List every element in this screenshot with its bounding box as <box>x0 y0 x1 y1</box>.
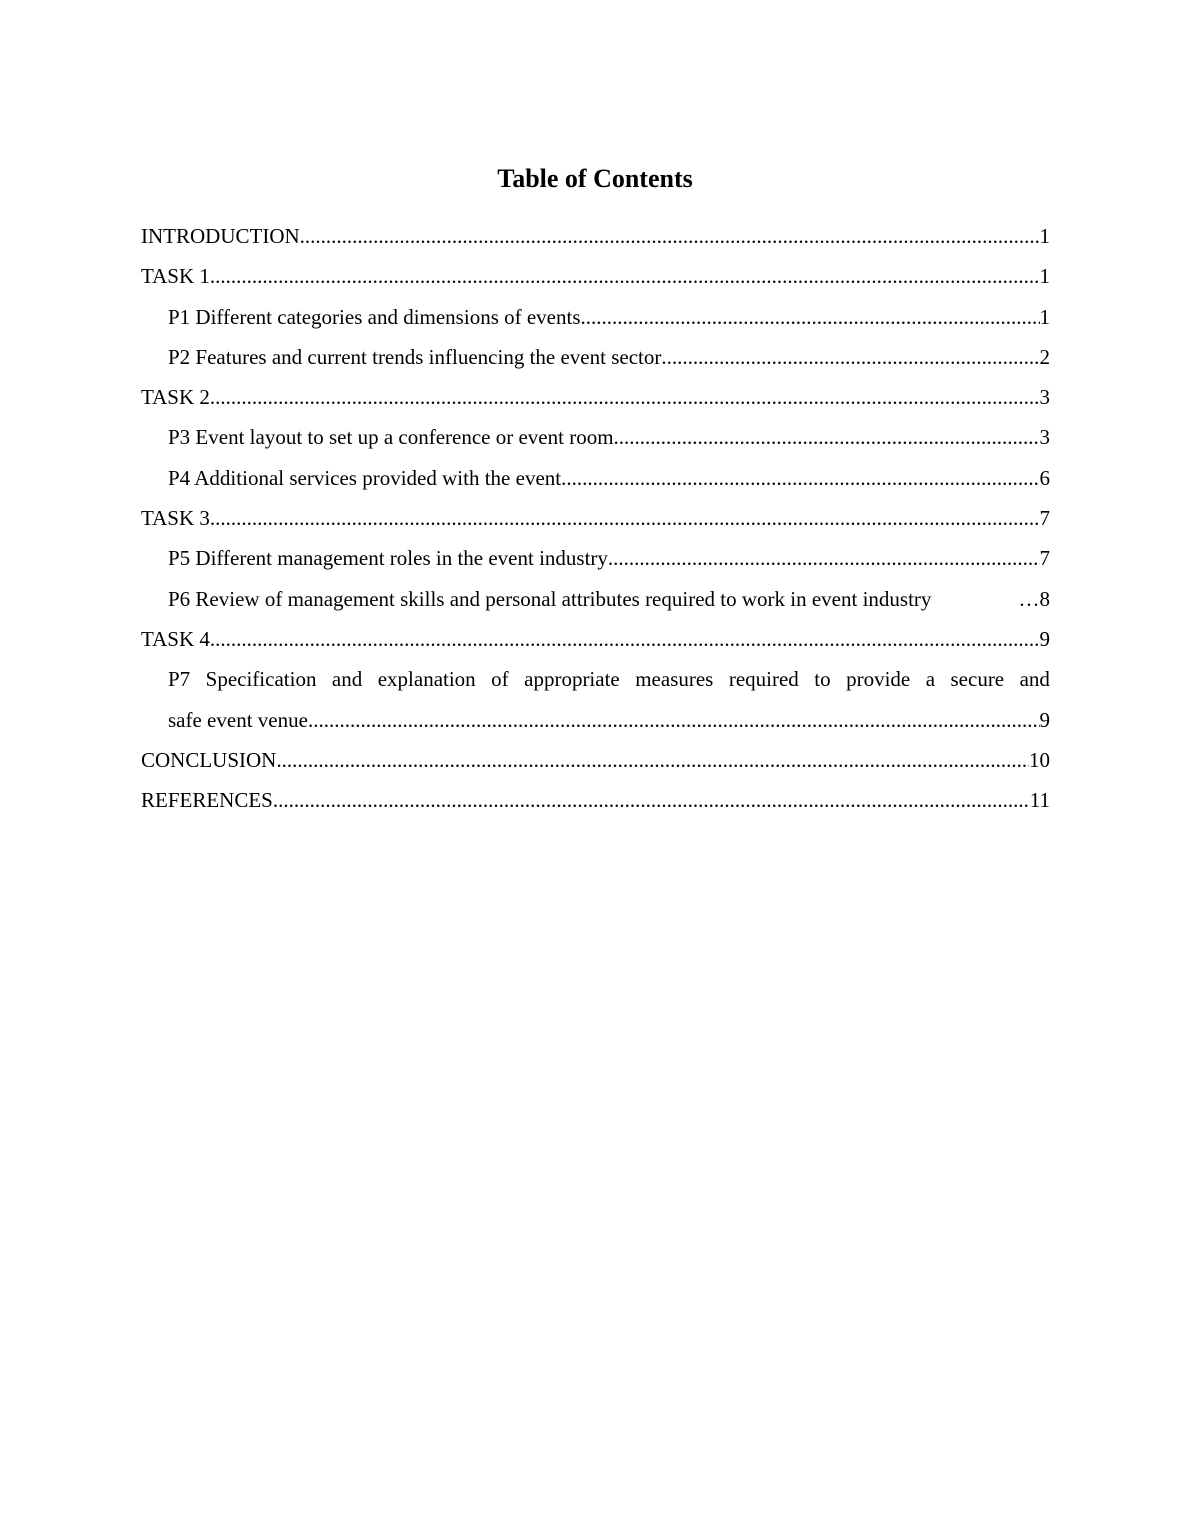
toc-dot-leader <box>210 498 1040 538</box>
toc-dot-leader <box>300 216 1040 256</box>
toc-page-number: 1 <box>1039 224 1050 248</box>
toc-entry-label: P6 Review of management skills and personal attributes required to work in event industry <box>168 586 932 611</box>
toc-entry-p2[interactable] <box>168 337 1050 377</box>
toc-entry-label: CONCLUSION <box>141 747 277 772</box>
toc-entry-p6[interactable] <box>168 579 1050 619</box>
toc-word: explanation <box>377 667 476 692</box>
toc-entry-label-line1 <box>168 659 1050 699</box>
toc-entry-label: REFERENCES <box>141 788 273 813</box>
toc-entry-p4[interactable] <box>168 458 1050 498</box>
toc-dot-leader <box>608 538 1040 578</box>
toc-entry-task-1[interactable] <box>141 256 1050 296</box>
toc-dot-leader <box>561 458 1039 498</box>
toc-page-number: 10 <box>1029 747 1050 772</box>
toc-title: Table of Contents <box>497 164 693 193</box>
toc-dot-leader <box>210 377 1040 417</box>
toc-dot-leader <box>210 256 1040 296</box>
toc-page-number: 2 <box>1039 344 1050 369</box>
toc-word: required <box>728 667 799 692</box>
toc-dot-leader <box>210 619 1040 659</box>
toc-dot-leader <box>273 780 1030 820</box>
toc-entry-label: P5 Different management roles in the event industry <box>168 546 608 571</box>
toc-entry-conclusion[interactable] <box>141 740 1050 780</box>
toc-page-number: 7 <box>1039 506 1050 531</box>
toc-entry-p5[interactable] <box>168 538 1050 578</box>
toc-dot-leader <box>1019 579 1040 619</box>
toc-entry-task-2[interactable] <box>141 377 1050 417</box>
toc-word: of <box>491 667 509 692</box>
toc-word: a <box>925 667 936 692</box>
toc-entry-label: P2 Features and current trends influencing the event sector <box>168 344 662 369</box>
toc-entry-p7[interactable] <box>168 659 1050 740</box>
toc-page-number: 9 <box>1039 626 1050 651</box>
toc-page-number: 3 <box>1039 385 1050 410</box>
toc-page-number: 1 <box>1039 264 1050 289</box>
toc-entry-label: INTRODUCTION <box>141 224 300 248</box>
toc-dot-leader <box>614 417 1040 457</box>
toc-entry-label: TASK 1 <box>141 264 210 289</box>
toc-page-number: 8 <box>1039 586 1050 611</box>
toc-entry-references[interactable] <box>141 780 1050 820</box>
toc-word: and <box>1019 667 1050 692</box>
toc-page-number: 7 <box>1039 546 1050 571</box>
toc-page-number: 6 <box>1039 465 1050 490</box>
toc-entry-label: P3 Event layout to set up a conference or event room <box>168 425 614 450</box>
toc-word: and <box>331 667 363 692</box>
toc-word: Specification <box>205 667 317 692</box>
toc-entry-p1[interactable] <box>168 297 1050 337</box>
toc-dot-leader <box>308 700 1040 740</box>
toc-word: provide <box>846 667 911 692</box>
toc-dot-leader <box>276 740 1029 780</box>
toc-dot-leader <box>581 297 1040 337</box>
toc-entry-label: TASK 4 <box>141 626 210 651</box>
toc-word: measures <box>635 667 714 692</box>
toc-word: secure <box>950 667 1005 692</box>
toc-entry-label: P4 Additional services provided with the event <box>168 465 562 490</box>
toc-page-number: 3 <box>1039 425 1050 450</box>
toc-page-number: 9 <box>1039 707 1050 732</box>
toc-entry-label: TASK 2 <box>141 385 210 410</box>
toc-entry-task-3[interactable] <box>141 498 1050 538</box>
toc-entry-p3[interactable] <box>168 417 1050 457</box>
toc-entry-task-4[interactable] <box>141 619 1050 659</box>
toc-page-number: 11 <box>1029 788 1050 813</box>
toc-word: to <box>814 667 831 692</box>
toc-entry-label: TASK 3 <box>141 506 210 531</box>
toc-word: P7 <box>168 667 191 692</box>
toc-dot-leader <box>661 337 1039 377</box>
toc-page-number: 1 <box>1039 304 1050 329</box>
toc-list <box>141 216 1050 820</box>
toc-entry-label-line2: safe event venue <box>168 707 308 732</box>
toc-entry-introduction[interactable] <box>141 216 1050 256</box>
toc-entry-label: P1 Different categories and dimensions of events <box>168 304 581 329</box>
toc-word: appropriate <box>524 667 620 692</box>
